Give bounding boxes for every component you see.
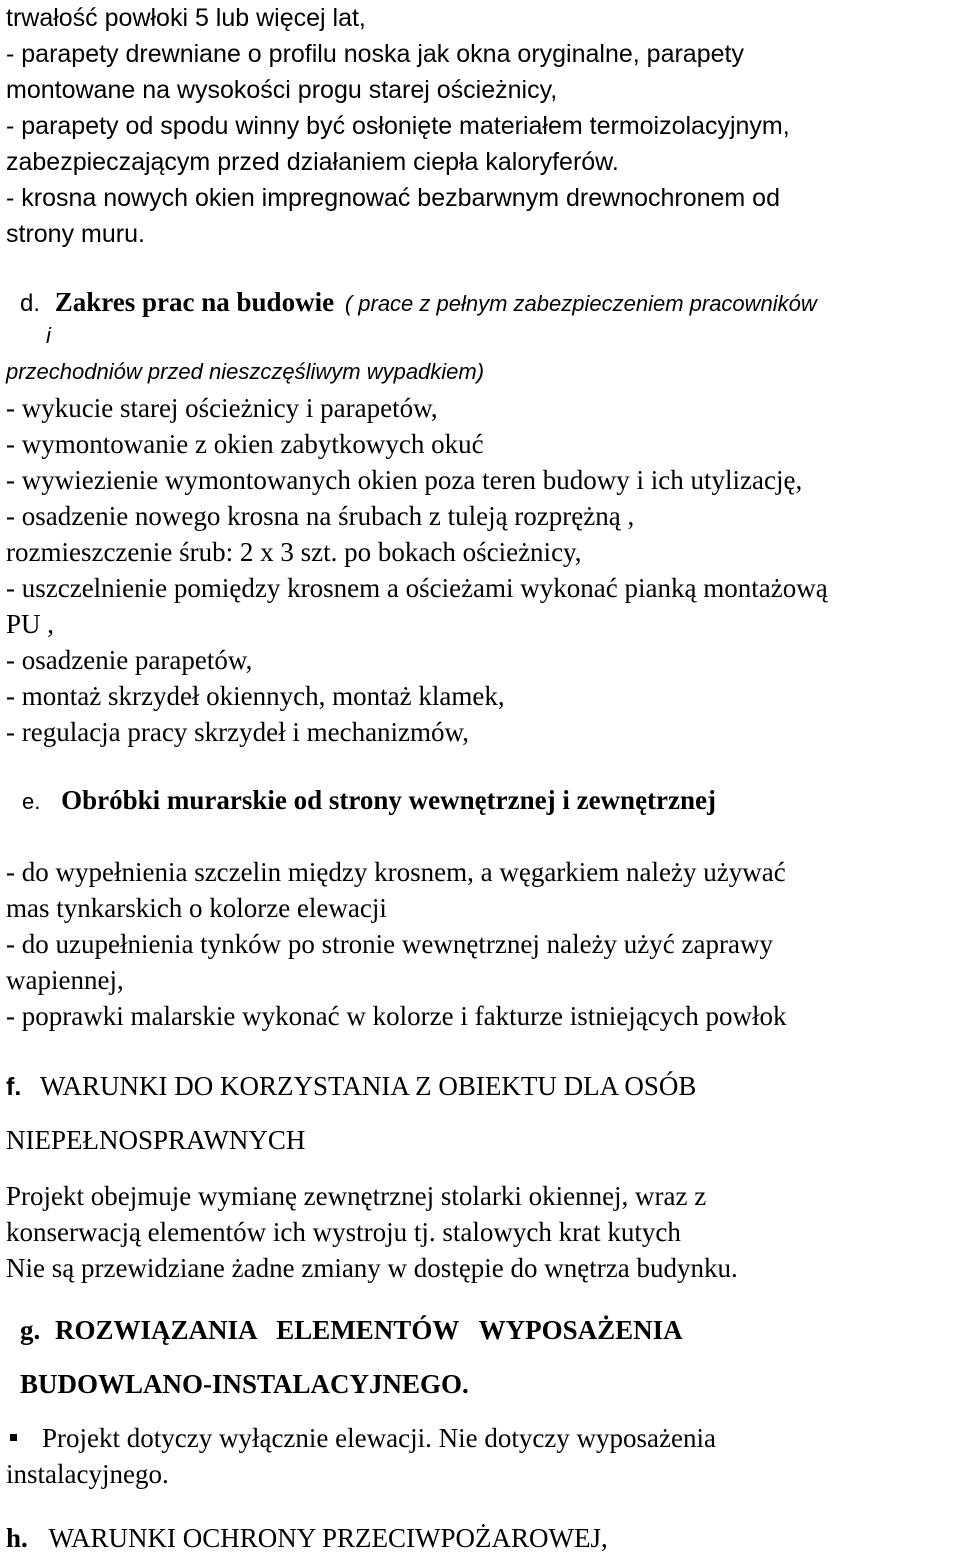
intro-line: - parapety drewniane o profilu noska jak okna oryginalne, parapety: [6, 40, 744, 68]
section-d-heading: [20, 284, 817, 322]
section-h-heading: [6, 1520, 608, 1556]
section-g-heading: [20, 1312, 683, 1348]
section-title-continued: BUDOWLANO-INSTALACYJNEGO.: [20, 1369, 469, 1399]
bullet-item: Projekt dotyczy wyłącznie elewacji. Nie dotyczy wyposażenia: [42, 1423, 716, 1453]
intro-line: - krosna nowych okien impregnować bezbarwnym drewnochronem od: [6, 184, 780, 212]
intro-line: - parapety od spodu winny być osłonięte materiałem termoizolacyjnym,: [6, 112, 790, 140]
section-title: Zakres prac na budowie: [54, 287, 335, 317]
intro-line: trwałość powłoki 5 lub więcej lat,: [6, 4, 366, 32]
list-item: - osadzenie parapetów,: [6, 645, 253, 675]
list-item: rozmieszczenie śrub: 2 x 3 szt. po bokach ościeżnicy,: [6, 537, 582, 567]
section-title: ROZWIĄZANIA ELEMENTÓW WYPOSAŻENIA: [55, 1315, 683, 1345]
paragraph-line: konserwacją elementów ich wystroju tj. stalowych krat kutych: [6, 1217, 681, 1247]
list-item: - uszczelnienie pomiędzy krosnem a ościeżami wykonać pianką montażową: [6, 573, 828, 603]
section-marker: g.: [20, 1315, 41, 1345]
section-title: Obróbki murarskie od strony wewnętrznej i zewnętrznej: [61, 785, 717, 815]
list-item: - wykucie starej ościeżnicy i parapetów,: [6, 393, 438, 423]
section-title: WARUNKI OCHRONY PRZECIWPOŻAROWEJ,: [48, 1523, 608, 1553]
section-title-continued: NIEPEŁNOSPRAWNYCH: [6, 1125, 306, 1155]
intro-line: montowane na wysokości progu starej ościeżnicy,: [6, 76, 558, 104]
section-marker: d.: [20, 290, 41, 317]
list-item: - poprawki malarskie wykonać w kolorze i fakturze istniejących powłok: [6, 1001, 787, 1031]
list-item: - do uzupełnienia tynków po stronie wewnętrznej należy użyć zaprawy: [6, 929, 773, 959]
intro-line: strony muru.: [6, 220, 145, 248]
list-item: wapiennej,: [6, 965, 124, 995]
intro-line: zabezpieczającym przed działaniem ciepła kaloryferów.: [6, 148, 619, 176]
list-item: - wywiezienie wymontowanych okien poza teren budowy i ich utylizację,: [6, 465, 803, 495]
square-bullet-icon: [10, 1434, 17, 1441]
bullet-item-continued: instalacyjnego.: [6, 1459, 169, 1489]
section-f-heading: [6, 1068, 696, 1105]
section-note-continued: przechodniów przed nieszczęśliwym wypadkiem): [6, 359, 485, 384]
list-item: - regulacja pracy skrzydeł i mechanizmów,: [6, 717, 470, 747]
list-item: - montaż skrzydeł okiennych, montaż klamek,: [6, 681, 505, 711]
list-item: - osadzenie nowego krosna na śrubach z tuleją rozprężną ,: [6, 501, 635, 531]
list-item: PU ,: [6, 609, 55, 639]
section-title: WARUNKI DO KORZYSTANIA Z OBIEKTU DLA OSÓB: [40, 1071, 697, 1101]
list-item: - do wypełnienia szczelin między krosnem, a węgarkiem należy używać: [6, 857, 786, 887]
section-note-continued: i: [46, 323, 51, 348]
list-item: mas tynkarskich o kolorze elewacji: [6, 893, 387, 923]
section-marker: f.: [6, 1073, 22, 1101]
section-e-heading: [22, 782, 716, 820]
section-note: ( prace z pełnym zabezpieczeniem pracowników: [344, 291, 817, 316]
list-item: - wymontowanie z okien zabytkowych okuć: [6, 429, 484, 459]
section-marker: e.: [22, 789, 41, 814]
paragraph-line: Nie są przewidziane żadne zmiany w dostępie do wnętrza budynku.: [6, 1253, 738, 1283]
section-marker: h.: [6, 1523, 28, 1553]
paragraph-line: Projekt obejmuje wymianę zewnętrznej stolarki okiennej, wraz z: [6, 1181, 707, 1211]
